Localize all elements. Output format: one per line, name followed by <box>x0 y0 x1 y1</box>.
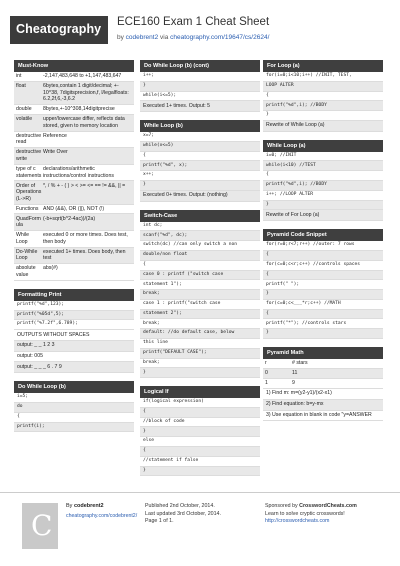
code-lines <box>14 393 134 432</box>
code-lines <box>14 301 134 330</box>
section-title: While Loop (a) <box>263 140 383 152</box>
row-key: While Loop <box>16 232 29 245</box>
section-title: While Loop (b) <box>140 120 260 132</box>
column-3 <box>263 60 383 429</box>
author-avatar[interactable] <box>22 503 58 549</box>
section-title: Pyramid Math <box>263 347 383 359</box>
section-title: Must-Know <box>14 60 134 72</box>
section-note: Executed 1+ times. Output: 5 <box>140 101 260 112</box>
code-line: for(c=0;c<___*r;c++) //MATH <box>263 300 383 310</box>
section-title: Switch-Case <box>140 210 260 222</box>
cell-r: 1 <box>265 380 268 387</box>
code-line: printf("%d",i); //BODY <box>263 181 383 191</box>
author-link[interactable]: codebrent2 <box>125 34 159 41</box>
sponsor-label: Sponsored by <box>265 503 300 509</box>
section-switch-case <box>140 210 260 379</box>
code-line: printf("DEFAULT CASE"); <box>140 349 260 359</box>
cell-r: 0 <box>265 370 268 377</box>
footer-sponsor <box>265 503 357 526</box>
header <box>0 0 400 58</box>
code-line: statement 2"); <box>140 310 260 320</box>
section-title: Pyramid Code Snippet <box>263 229 383 241</box>
text-line: OUTPUTS WITHOUT SPACES <box>14 330 134 341</box>
code-lines <box>140 132 260 191</box>
section-title: Formatting Print <box>14 289 134 301</box>
table-row <box>14 132 134 149</box>
section-do-while-cont <box>140 60 260 112</box>
updated-date: Last updated 3rd October, 2014. <box>145 510 221 517</box>
section-title: Do While Loop (b) <box>14 381 134 393</box>
code-line: this line <box>140 339 260 349</box>
section-while-a <box>263 140 383 221</box>
code-line: switch(dc) //can only switch a non <box>140 241 260 251</box>
code-line: { <box>263 251 383 261</box>
page-subtitle <box>117 34 269 41</box>
table-row <box>263 369 383 379</box>
output-notes <box>14 330 134 373</box>
code-line: i=0; //INIT <box>263 152 383 162</box>
code-line: } <box>263 111 383 121</box>
code-line: } <box>140 181 260 191</box>
code-line: } <box>263 201 383 211</box>
text-line: 2) Find equation: b=y-mx <box>263 400 383 411</box>
code-line: for(i=0;i<10;i++) //INIT, TEST, <box>263 72 383 82</box>
row-key: QuadForm ula <box>16 215 41 229</box>
row-value: Write Over <box>43 149 68 156</box>
row-key: destructive write <box>16 149 42 162</box>
code-line: printf(i); <box>14 423 134 433</box>
code-line: printf("%d",i); //BODY <box>263 101 383 111</box>
page-count: Page 1 of 1. <box>145 518 174 524</box>
code-lines <box>263 241 383 339</box>
code-line: i=5; <box>14 393 134 403</box>
row-key: double <box>16 106 32 113</box>
code-line: printf("%05d",5); <box>14 311 134 321</box>
via-text: via <box>158 34 171 41</box>
row-value: -2,147,483,648 to +1,147,483,647 <box>43 73 122 80</box>
row-key: Do-While Loop <box>16 248 38 262</box>
code-line: { <box>14 413 134 423</box>
row-key: destructive read <box>16 132 42 146</box>
code-line: } <box>140 467 260 477</box>
code-line: break; <box>140 290 260 300</box>
code-line: { <box>263 271 383 281</box>
code-line: printf("*"); //controls stars <box>263 319 383 329</box>
section-for-loop-a <box>263 60 383 132</box>
code-line: x++; <box>140 171 260 181</box>
section-title: Do While Loop (b) (cont) <box>140 60 260 72</box>
table-row <box>14 248 134 265</box>
row-value: 8bytes,+-10^308,14digitprecise <box>43 106 115 113</box>
table-row <box>14 82 134 105</box>
table-row <box>14 105 134 115</box>
code-line: break; <box>140 359 260 369</box>
code-line: printf("%7.2f",6.789); <box>14 320 134 330</box>
row-key: Order of Operations (L->R) <box>16 182 42 202</box>
code-line: while(i<=5); <box>140 92 260 102</box>
section-pyramid-math <box>263 347 383 421</box>
text-line: output: 005 <box>14 352 134 363</box>
steps-list <box>263 389 383 421</box>
code-line: //statement if false <box>140 457 260 467</box>
column-2 <box>140 60 260 484</box>
header-stars: # stars <box>292 360 308 367</box>
table-row <box>14 72 134 82</box>
by-label: By <box>66 503 74 509</box>
sheet-url-link[interactable]: cheatography.com/19647/cs/2624/ <box>170 34 270 41</box>
table-row <box>14 231 134 248</box>
code-line: break; <box>140 319 260 329</box>
code-line: case 0 : printf ("switch case <box>140 271 260 281</box>
text-line: 1) Find m: m=(y2-y1)/(x2-x1) <box>263 389 383 400</box>
row-value: upper/lowercase differ, reflects data stored, given to memory location <box>43 116 125 129</box>
code-line: { <box>140 152 260 162</box>
page-title: ECE160 Exam 1 Cheat Sheet <box>117 16 270 28</box>
row-value: (-b+sqrt(b^2-4ac))/(2a) <box>43 215 96 222</box>
text-line: output: _ _ _ 6 . 7 9 <box>14 362 134 373</box>
section-note: Executed 0+ times. Output: (nothing) <box>140 191 260 202</box>
code-lines <box>140 222 260 379</box>
section-logical-if <box>140 386 260 476</box>
code-lines <box>140 398 260 476</box>
code-line: while(x<=5) <box>140 142 260 152</box>
row-key: Functions <box>16 205 39 212</box>
code-line: while(i<10) //TEST <box>263 161 383 171</box>
logo-text: Cheatography <box>16 22 102 36</box>
code-lines <box>263 152 383 211</box>
by-prefix: by <box>117 34 126 41</box>
avatar-letter: C <box>31 509 53 542</box>
section-do-while-b <box>14 381 134 432</box>
code-line: scanf("%d", dc); <box>140 231 260 241</box>
footer-author[interactable]: codebrent2 <box>73 503 104 509</box>
code-line: i++; //LOOP ALTER <box>263 191 383 201</box>
sponsor-url[interactable]: http://crosswordcheats.com <box>265 518 330 524</box>
section-note: Rewrite of For Loop (a) <box>263 210 383 221</box>
code-line: default: //do default case, below <box>140 329 260 339</box>
table-header-row <box>263 359 383 369</box>
code-line: { <box>140 447 260 457</box>
table-row <box>14 165 134 182</box>
section-formatting-print <box>14 289 134 374</box>
section-pyramid-snippet <box>263 229 383 339</box>
row-key: float <box>16 83 26 90</box>
section-note: Rewrite of While Loop (a) <box>263 121 383 132</box>
code-line: printf("%d", x); <box>140 161 260 171</box>
footer <box>0 492 400 566</box>
text-line: output: _ _ 1 2 3 <box>14 341 134 352</box>
row-key: volatile <box>16 116 33 123</box>
code-line: statement 1"); <box>140 280 260 290</box>
cell-stars: 11 <box>292 370 298 377</box>
code-line: { <box>263 171 383 181</box>
published-date: Published 2nd October, 2014. <box>145 503 215 509</box>
section-title: For Loop (a) <box>263 60 383 72</box>
table-row <box>14 205 134 215</box>
table-row <box>14 264 134 281</box>
code-line: { <box>140 261 260 271</box>
code-line: if(logical expression) <box>140 398 260 408</box>
code-lines <box>263 72 383 121</box>
row-value: Reference <box>43 132 67 139</box>
section-title: Logical If <box>140 386 260 398</box>
code-line: double/non float <box>140 251 260 261</box>
table-row <box>14 115 134 132</box>
sponsor-line <box>265 503 357 511</box>
table-row <box>14 181 134 204</box>
code-line: x=7; <box>140 132 260 142</box>
code-line: for(c=0;c<r;c++) //controls spaces <box>263 261 383 271</box>
table-row <box>14 148 134 165</box>
code-line: printf("%d",123); <box>14 301 134 311</box>
code-line: i++; <box>140 72 260 82</box>
row-value: executed 1+ times. Does body, then test <box>43 248 126 262</box>
section-while-b <box>140 120 260 201</box>
footer-author-url[interactable]: cheatography.com/codebrent2/ <box>66 513 138 519</box>
cell-stars: 9 <box>292 380 295 387</box>
code-line: } <box>140 82 260 92</box>
table-row <box>263 379 383 389</box>
column-1 <box>14 60 134 440</box>
row-value: declarations/arithmetic instructions/control instructions <box>43 165 114 179</box>
row-key: type of c statements <box>16 165 42 179</box>
code-line: } <box>263 329 383 339</box>
table-row <box>14 214 134 231</box>
code-line: { <box>263 92 383 102</box>
row-value: AND (&&), OR (||), NOT (!) <box>43 205 105 212</box>
footer-publish-info <box>145 503 221 526</box>
section-must-know <box>14 60 134 281</box>
sponsor-name[interactable]: CrosswordCheats.com <box>299 503 357 509</box>
code-line: //block of code <box>140 418 260 428</box>
code-line: } <box>140 427 260 437</box>
code-line: int dc; <box>140 222 260 232</box>
must-know-rows <box>14 72 134 281</box>
code-line: LOOP ALTER <box>263 82 383 92</box>
row-key: absolute value <box>16 265 36 278</box>
text-line: 3) Use equation in blank in code "y=ANSWER <box>263 411 383 422</box>
code-line: { <box>263 310 383 320</box>
code-lines <box>140 72 260 101</box>
code-line: else <box>140 437 260 447</box>
code-line: } <box>140 368 260 378</box>
code-line: } <box>263 290 383 300</box>
code-line: do <box>14 403 134 413</box>
sponsor-text: Learn to solve cryptic crosswords! <box>265 510 345 517</box>
row-value: abs(#) <box>43 265 58 272</box>
cheatography-logo[interactable] <box>10 16 108 44</box>
code-line: for(r=0;r<7;r++) //outer: 7 rows <box>263 241 383 251</box>
header-r: r <box>265 360 267 367</box>
footer-byline <box>66 503 104 509</box>
row-value: *, / % + - ( ) > < >= <= == != &&, || = <box>43 182 126 189</box>
code-line: { <box>140 408 260 418</box>
row-value: executed 0 or more times. Does test, then body <box>43 232 128 245</box>
row-key: int <box>16 73 22 80</box>
code-line: printf(" "); <box>263 280 383 290</box>
code-line: case 1 : printf("switch case <box>140 300 260 310</box>
row-value: 6bytes,contain 1 digit/decimal; +- 10^38, 7digitsprecision,f, l/legalfloats: 6.2,2f,6,-3,6.2 <box>43 83 129 103</box>
